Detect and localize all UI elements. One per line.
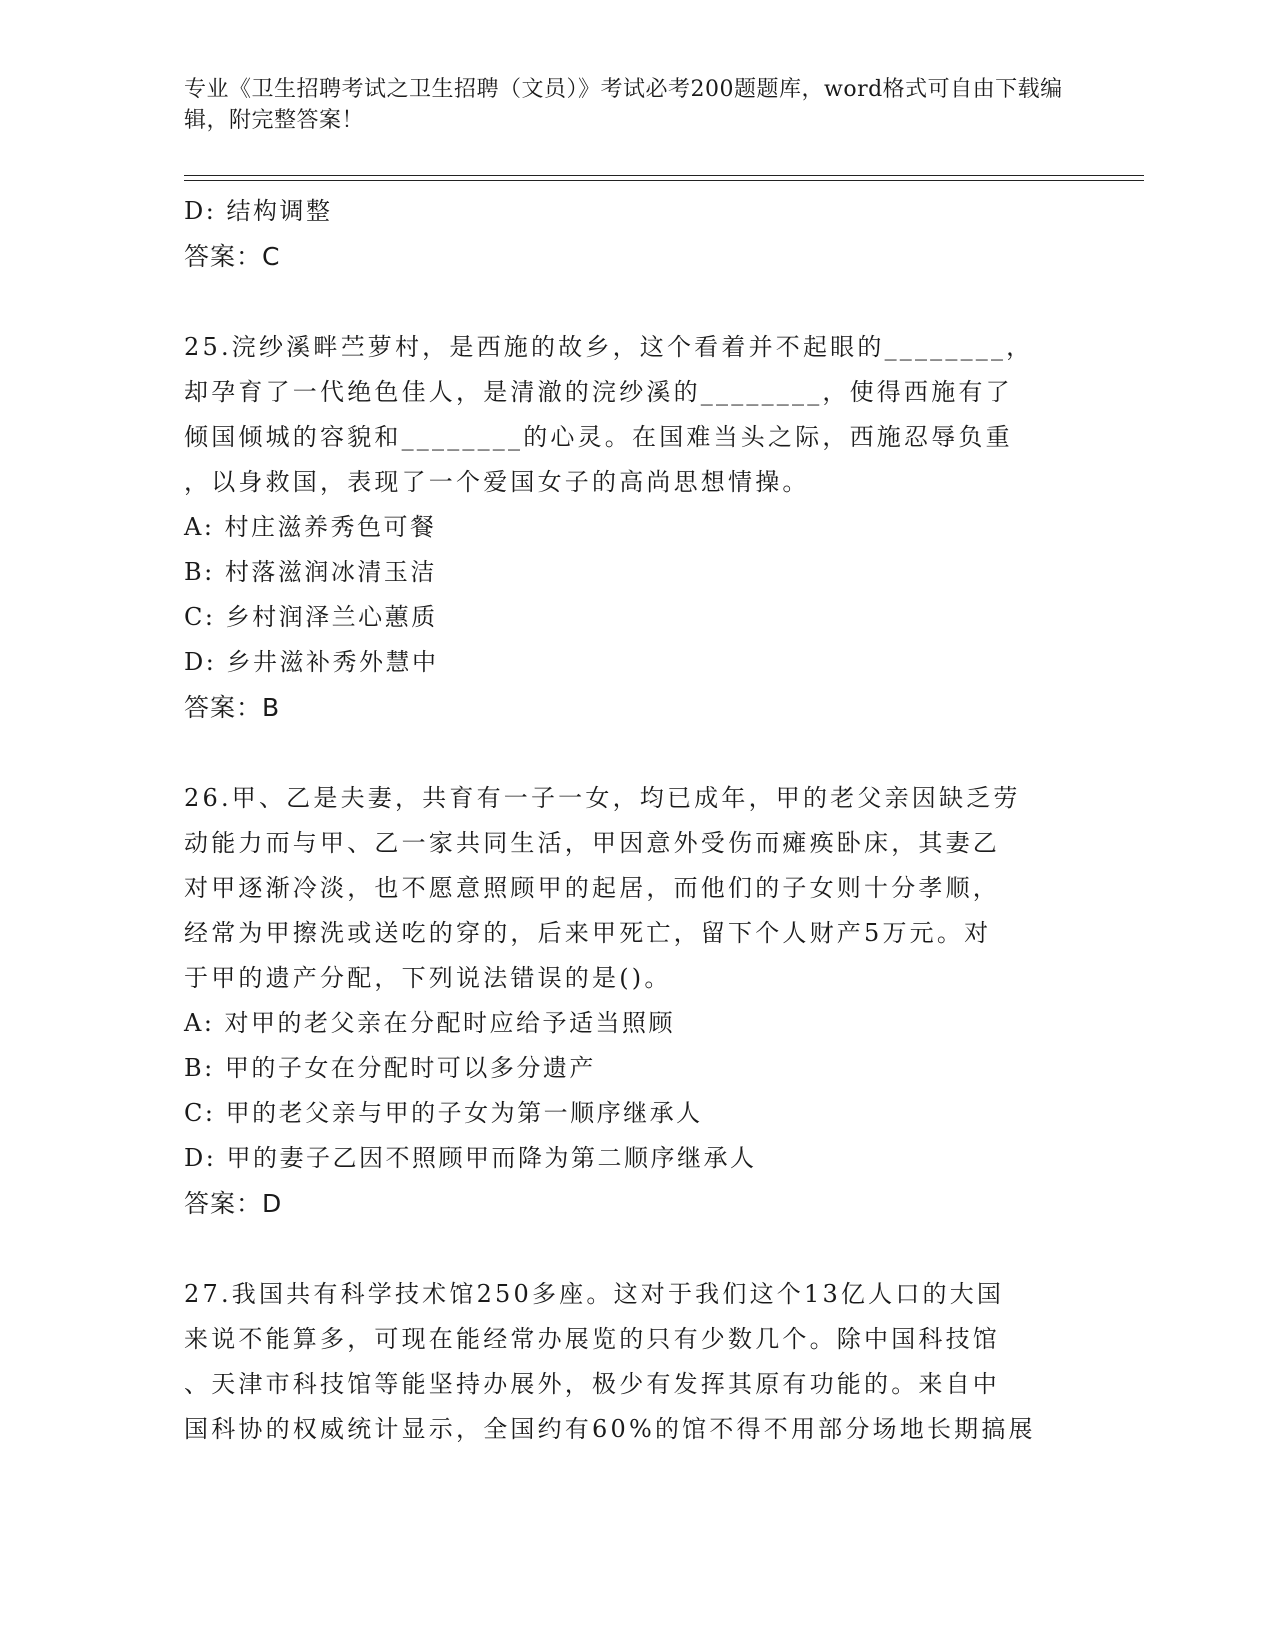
question-26-line: 经常为甲擦洗或送吃的穿的，后来甲死亡，留下个人财产5万元。对: [184, 919, 992, 947]
question-27-line: 27.我国共有科学技术馆250多座。这对于我们这个13亿人口的大国: [184, 1280, 1005, 1308]
spacer: [184, 1226, 1084, 1272]
spacer: [184, 279, 1084, 325]
question-25-option-a: A: 村庄滋养秀色可餐: [184, 513, 437, 541]
prev-option-d: D: 结构调整: [184, 197, 333, 225]
question-content: [184, 189, 1084, 1452]
question-25-line: ，以身救国，表现了一个爱国女子的高尚思想情操。: [184, 468, 810, 496]
question-25-line: 却孕育了一代绝色佳人，是清澈的浣纱溪的________，使得西施有了: [184, 378, 1013, 406]
spacer: [184, 730, 1084, 776]
question-27-line: 国科协的权威统计显示，全国约有60%的馆不得不用部分场地长期搞展: [184, 1415, 1036, 1443]
question-25-answer: 答案：B: [184, 693, 281, 722]
question-26-line: 于甲的遗产分配，下列说法错误的是()。: [184, 964, 672, 992]
page-header: 专业《卫生招聘考试之卫生招聘（文员）》考试必考200题题库，word格式可自由下载编辑，附完整答案！: [184, 77, 1063, 133]
header-divider-thick: [184, 175, 1144, 176]
question-26-option-b: B: 甲的子女在分配时可以多分遗产: [184, 1054, 596, 1082]
question-26-option-a: A: 对甲的老父亲在分配时应给予适当照顾: [184, 1009, 676, 1037]
question-25-option-c: C: 乡村润泽兰心蕙质: [184, 603, 438, 631]
question-26-option-c: C: 甲的老父亲与甲的子女为第一顺序继承人: [184, 1099, 703, 1127]
question-26-line: 26.甲、乙是夫妻，共育有一子一女，均已成年，甲的老父亲因缺乏劳: [184, 784, 1021, 812]
question-25-line: 倾国倾城的容貌和________的心灵。在国难当头之际，西施忍辱负重: [184, 423, 1013, 451]
question-27-line: 、天津市科技馆等能坚持办展外，极少有发挥其原有功能的。来自中: [184, 1370, 1000, 1398]
question-25-option-b: B: 村落滋润冰清玉洁: [184, 558, 437, 586]
question-26-answer: 答案：D: [184, 1189, 283, 1218]
question-26-line: 动能力而与甲、乙一家共同生活，甲因意外受伤而瘫痪卧床，其妻乙: [184, 829, 1000, 857]
question-25: [184, 325, 1084, 730]
question-26-line: 对甲逐渐冷淡，也不愿意照顾甲的起居，而他们的子女则十分孝顺，: [184, 874, 1000, 902]
question-25-option-d: D: 乡井滋补秀外慧中: [184, 648, 439, 676]
header-divider-thin: [184, 180, 1144, 181]
question-25-line: 25.浣纱溪畔苎萝村，是西施的故乡，这个看着并不起眼的________，: [184, 333, 1034, 361]
prev-answer: 答案：C: [184, 242, 281, 271]
question-27-line: 来说不能算多，可现在能经常办展览的只有少数几个。除中国科技馆: [184, 1325, 1000, 1353]
question-26-option-d: D: 甲的妻子乙因不照顾甲而降为第二顺序继承人: [184, 1144, 757, 1172]
question-26: [184, 776, 1084, 1226]
question-27: [184, 1272, 1084, 1452]
